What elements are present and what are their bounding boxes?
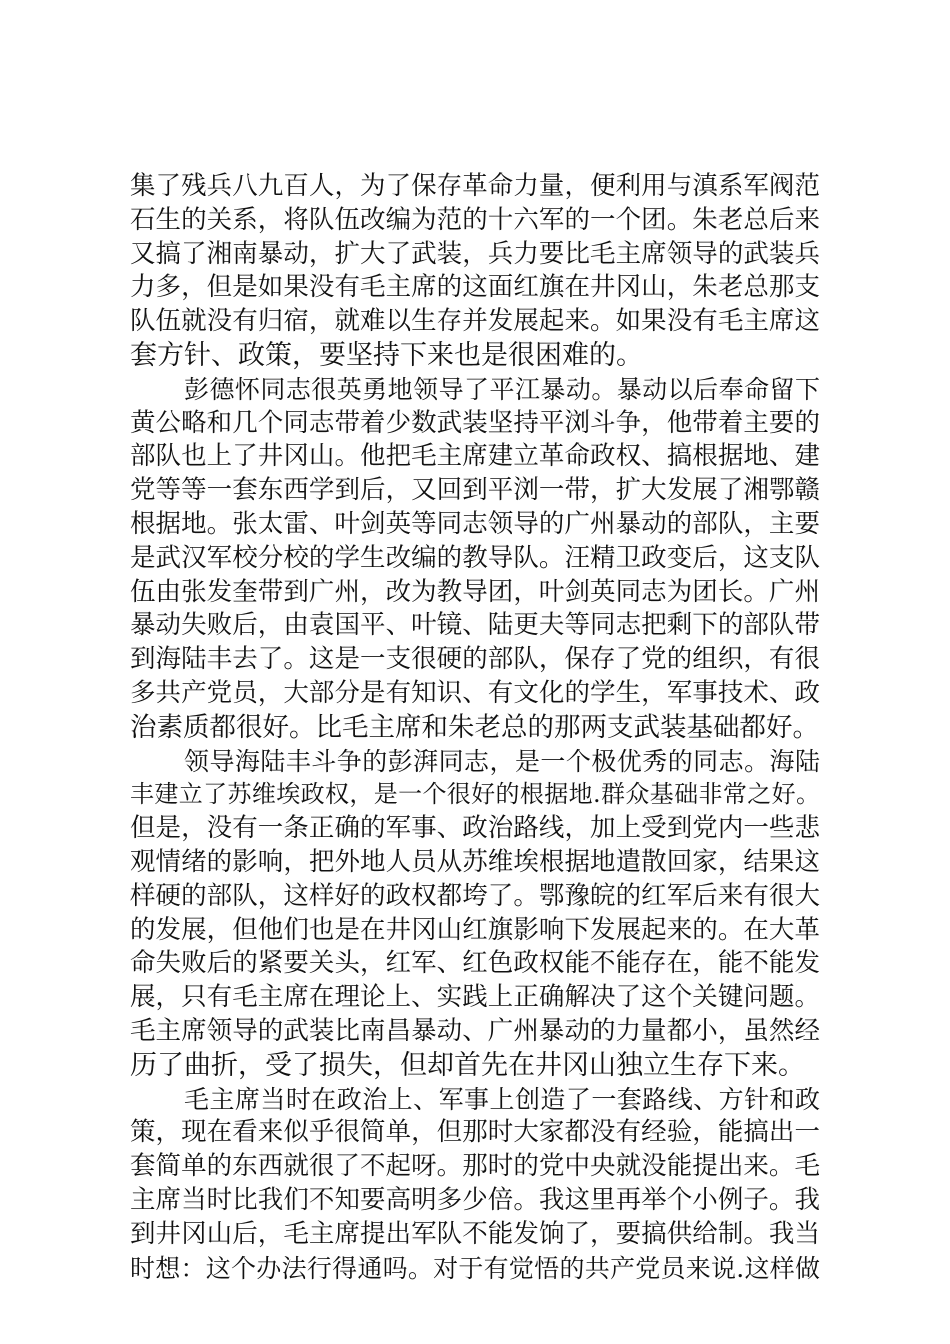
- text-line: 领导海陆丰斗争的彭湃同志，是一个极优秀的同志。海陆: [184, 746, 820, 776]
- text-line: 展，只有毛主席在理论上、实践上正确解决了这个关键问题。: [130, 982, 820, 1013]
- text-line: 丰建立了苏维埃政权，是一个很好的根据地.群众基础非常之好。: [130, 780, 820, 809]
- text-line: 多共产党员，大部分是有知识、有文化的学生，军事技术、政: [130, 677, 820, 708]
- text-line: 时想：这个办法行得通吗。对于有觉悟的共产党员来说.这样做: [130, 1253, 820, 1283]
- text-line: 样硬的部队，这样好的政权都垮了。鄂豫皖的红军后来有很大: [130, 880, 820, 911]
- text-line: 到井冈山后，毛主席提出军队不能发饷了，要搞供给制。我当: [130, 1218, 820, 1249]
- text-line: 套方针、政策，要坚持下来也是很困难的。: [130, 339, 643, 371]
- text-line: 队伍就没有归宿，就难以生存并发展起来。如果没有毛主席这: [130, 306, 820, 337]
- text-line: 主席当时比我们不知要高明多少倍。我这里再举个小例子。我: [130, 1184, 820, 1215]
- text-line: 伍由张发奎带到广州，改为教导团，叶剑英同志为团长。广州: [130, 576, 820, 607]
- text-line: 到海陆丰去了。这是一支很硬的部队，保存了党的组织，有很: [130, 644, 820, 675]
- body-text: [130, 170, 820, 1285]
- text-line: 治素质都很好。比毛主席和朱老总的那两支武装基础都好。: [130, 711, 819, 743]
- text-line: 部队也上了井冈山。他把毛主席建立革命政权、搞根据地、建: [130, 441, 820, 472]
- text-line: 的发展，但他们也是在井冈山红旗影响下发展起来的。在大革: [130, 914, 820, 945]
- text-line: 但是，没有一条正确的军事、政治路线，加上受到党内一些悲: [130, 813, 820, 844]
- text-line: 黄公略和几个同志带着少数武装坚持平浏斗争，他带着主要的: [130, 407, 820, 438]
- text-line: 毛主席当时在政治上、军事上创造了一套路线、方针和政: [184, 1084, 820, 1114]
- text-line: 彭德怀同志很英勇地领导了平江暴动。暴动以后奉命留下: [184, 374, 820, 404]
- text-line: 又搞了湘南暴动，扩大了武装，兵力要比毛主席领导的武装兵: [130, 238, 820, 269]
- text-line: 集了残兵八九百人，为了保存革命力量，便利用与滇系军阀范: [130, 171, 820, 201]
- text-line: 是武汉军校分校的学生改编的教导队。汪精卫政变后，这支队: [130, 542, 820, 573]
- text-line: 命失败后的紧要关头，红军、红色政权能不能存在，能不能发: [130, 948, 820, 979]
- text-line: 党等等一套东西学到后，又回到平浏一带，扩大发展了湘鄂赣: [130, 475, 820, 506]
- text-line: 观情绪的影响，把外地人员从苏维埃根据地遣散回家，结果这: [130, 846, 820, 877]
- text-line: 历了曲折，受了损失，但却首先在井冈山独立生存下来。: [130, 1049, 805, 1081]
- text-line: 套简单的东西就很了不起呀。那时的党中央就没能提出来。毛: [130, 1151, 820, 1182]
- text-line: 毛主席领导的武装比南昌暴动、广州暴动的力量都小，虽然经: [130, 1015, 820, 1046]
- text-line: 策，现在看来似乎很简单，但那时大家都没有经验，能搞出一: [130, 1117, 820, 1148]
- text-line: 根据地。张太雷、叶剑英等同志领导的广州暴动的部队，主要: [130, 508, 820, 539]
- text-line: 石生的关系，将队伍改编为范的十六军的一个团。朱老总后来: [130, 204, 820, 235]
- text-line: 力多，但是如果没有毛主席的这面红旗在井冈山，朱老总那支: [130, 272, 820, 303]
- text-line: 暴动失败后，由袁国平、叶镜、陆更夫等同志把剩下的部队带: [130, 610, 820, 641]
